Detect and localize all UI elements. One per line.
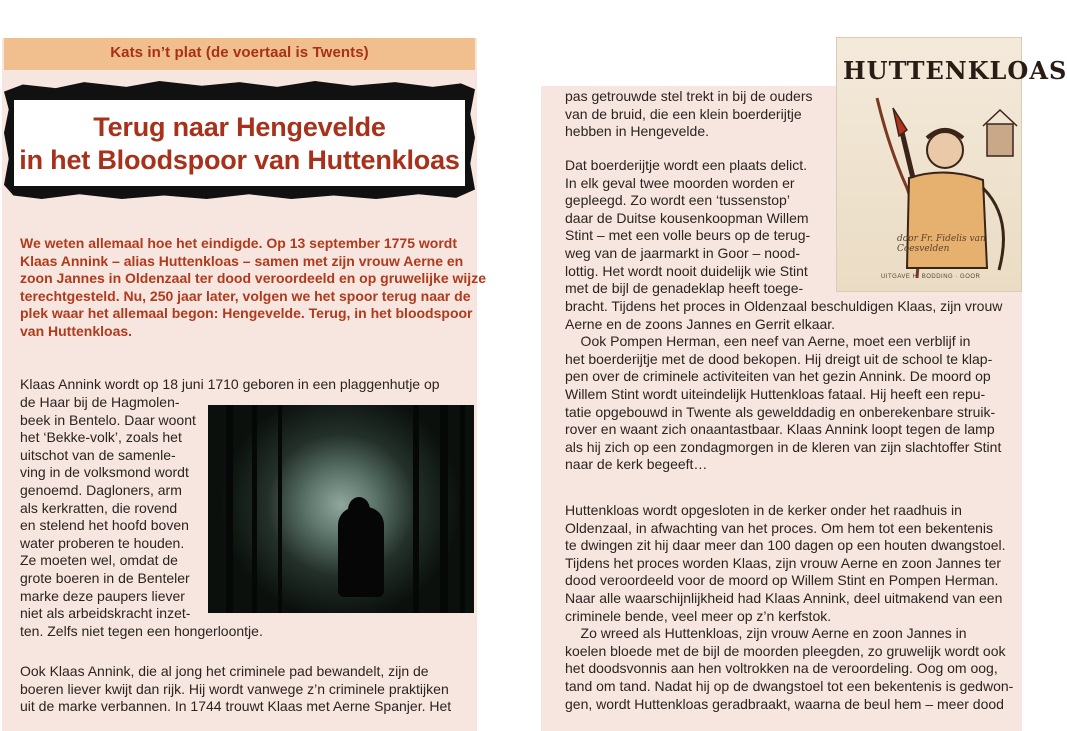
article-title-line2: in het Bloodspoor van Huttenkloas bbox=[19, 145, 460, 175]
body-line: genoemd. Dagloners, arm bbox=[20, 481, 182, 498]
body-line: gepleegd. Zo wordt een ‘tussenstop’ bbox=[565, 192, 790, 209]
body-line: naar de kerk begeeft… bbox=[565, 456, 708, 473]
intro-line: zoon Jannes in Oldenzaal ter dood veroordeeld en op gruwelijke wijze bbox=[20, 270, 486, 286]
article-title-line1: Terug naar Hengevelde bbox=[93, 112, 386, 142]
body-line: uitschot van de samenle- bbox=[20, 446, 176, 463]
body-line: grote boeren in de Benteler bbox=[20, 569, 190, 586]
right-top bbox=[565, 88, 830, 141]
left-para1-end bbox=[20, 623, 472, 641]
body-line: rover en waant zich onaantastbaar. Klaas Annink loopt tegen de lamp bbox=[565, 421, 995, 438]
body-line: Zo wreed als Huttenkloas, zijn vrouw Aerne en zoon Jannes in bbox=[565, 625, 967, 642]
body-line: Aerne en de zoons Jannes en Gerrit elkaar. bbox=[565, 315, 836, 332]
intro-line: Klaas Annink – alias Huttenkloas – samen met zijn vrouw Aerne en bbox=[20, 252, 464, 269]
body-line: hebben in Hengevelde. bbox=[565, 123, 710, 140]
intro-line: plek waar het allemaal begon: Hengevelde. Terug, in het bloodspoor bbox=[20, 305, 473, 321]
body-line: pen over de criminele activiteiten van het gezin Annink. De moord op bbox=[565, 368, 991, 385]
body-line: tatie opgebouwd in Twente als gewelddadig en onberekenbare struik- bbox=[565, 403, 996, 420]
forest-figure-photo bbox=[208, 405, 474, 613]
book-title: HUTTENKLOAS bbox=[843, 56, 1067, 85]
section-band bbox=[4, 38, 475, 70]
body-line: Stint – met een volle beurs op de terug- bbox=[565, 227, 811, 244]
left-para1-first bbox=[20, 376, 472, 394]
body-line: dood veroordeeld voor de moord op Willem Stint en Pompen Herman. bbox=[565, 572, 999, 589]
body-line: Klaas Annink wordt op 18 juni 1710 geboren in een plaggenhutje op bbox=[20, 376, 440, 392]
body-line: Ze moeten wel, omdat de bbox=[20, 552, 178, 569]
body-line: ving in de volksmond wordt bbox=[20, 464, 189, 481]
body-line: te dwingen zit hij daar meer dan 100 dagen op een houten dwangstoel. bbox=[565, 537, 1006, 554]
left-para1-wrap bbox=[20, 394, 206, 623]
body-line: beek in Bentelo. Daar woont bbox=[20, 411, 196, 428]
body-line: bracht. Tijdens het proces in Oldenzaal beschuldigen Klaas, zijn vrouw bbox=[565, 298, 1003, 314]
body-line: pas getrouwde stel trekt in bij de ouders bbox=[565, 88, 813, 104]
body-line: weg van de jaarmarkt in Goor – nood- bbox=[565, 244, 801, 261]
body-line: niet als arbeidskracht inzet- bbox=[20, 605, 191, 622]
intro-paragraph bbox=[20, 235, 486, 340]
body-line: Ook Klaas Annink, die al jong het criminele pad bewandelt, zijn de bbox=[20, 663, 429, 679]
body-line: de Haar bij de Hagmolen- bbox=[20, 394, 180, 410]
body-line: gen, wordt Huttenkloas geradbraakt, waarna de beul hem – meer dood bbox=[565, 695, 1004, 712]
book-author: door Fr. Fidelis van Coesvelden bbox=[897, 234, 986, 254]
body-line: boeren liever kwijt dan rijk. Hij wordt vanwege z’n criminele praktijken bbox=[20, 680, 449, 697]
body-line: In elk geval twee moorden worden er bbox=[565, 174, 795, 191]
body-line: koelen bloede met de bijl de moorden pleegden, zo gruwelijk wordt ook bbox=[565, 642, 1006, 659]
body-line: van de bruid, die een klein boerderijtje bbox=[565, 105, 802, 122]
body-line: met de bijl de genadeklap heeft toege- bbox=[565, 280, 804, 297]
body-line: Naar alle waarschijnlijkheid had Klaas Annink, deel uitmakend van een bbox=[565, 589, 1003, 606]
body-line: Dat boerderijtje wordt een plaats delict. bbox=[565, 157, 808, 173]
body-line: het boerderijtje met de dood bekopen. Hij dreigt uit de school te klap- bbox=[565, 350, 993, 367]
body-line: daar de Duitse kousenkoopman Willem bbox=[565, 209, 809, 226]
body-line: Tijdens het proces worden Klaas, zijn vrouw Aerne en zoon Jannes ter bbox=[565, 554, 1002, 571]
body-line: en stelend het hoofd boven bbox=[20, 517, 189, 534]
body-line: Huttenkloas wordt opgesloten in de kerker onder het raadhuis in bbox=[565, 502, 962, 518]
left-para2 bbox=[20, 663, 472, 716]
body-line: Oldenzaal, in afwachting van het proces. Om hem tot een bekentenis bbox=[565, 519, 994, 536]
body-line: water proberen te houden. bbox=[20, 534, 185, 551]
section-label: Kats in’t plat (de voertaal is Twents) bbox=[110, 44, 369, 61]
body-line: Ook Pompen Herman, een neef van Aerne, moet een verblijf in bbox=[565, 333, 971, 350]
body-line: Willem Stint wordt uiteindelijk Huttenkloas fataal. Hij heeft een repu- bbox=[565, 385, 986, 402]
intro-line: We weten allemaal hoe het eindigde. Op 13 september 1775 wordt bbox=[20, 235, 457, 251]
body-line: als hij zich op een zondagmorgen in de kleren van zijn slachtoffer Stint bbox=[565, 438, 1002, 455]
figure-silhouette bbox=[338, 507, 384, 597]
book-cover-image bbox=[836, 37, 1067, 292]
body-line: criminele bende, veel meer op z’n kerfstok. bbox=[565, 607, 832, 624]
intro-line: van Huttenkloas. bbox=[20, 322, 133, 339]
book-publisher: UITGAVE H. BODDING · GOOR bbox=[881, 274, 981, 280]
body-line: als kerkratten, die rovend bbox=[20, 499, 178, 516]
body-line: marke deze paupers liever bbox=[20, 587, 185, 604]
body-line: ten. Zelfs niet tegen een hongerloontje. bbox=[20, 623, 263, 639]
right-para3 bbox=[565, 502, 1017, 713]
book-illustration bbox=[837, 38, 1067, 293]
right-para2-full bbox=[565, 298, 1017, 474]
body-line: het doodsvonnis aan hen voltrokken na de veroordeling. Oog om oog, bbox=[565, 660, 998, 677]
right-para2-narrow bbox=[565, 157, 830, 298]
body-line: het ‘Bekke-volk’, zoals het bbox=[20, 429, 182, 446]
body-line: lottig. Het wordt nooit duidelijk wie Stint bbox=[565, 262, 808, 279]
intro-line: terechtgesteld. Nu, 250 jaar later, volgen we het spoor terug naar de bbox=[20, 287, 471, 304]
body-line: tand om tand. Nadat hij op de dwangstoel tot een bekentenis is gedwon- bbox=[565, 677, 1014, 694]
body-line: uit de marke verbannen. In 1744 trouwt Klaas met Aerne Spanjer. Het bbox=[20, 698, 452, 715]
